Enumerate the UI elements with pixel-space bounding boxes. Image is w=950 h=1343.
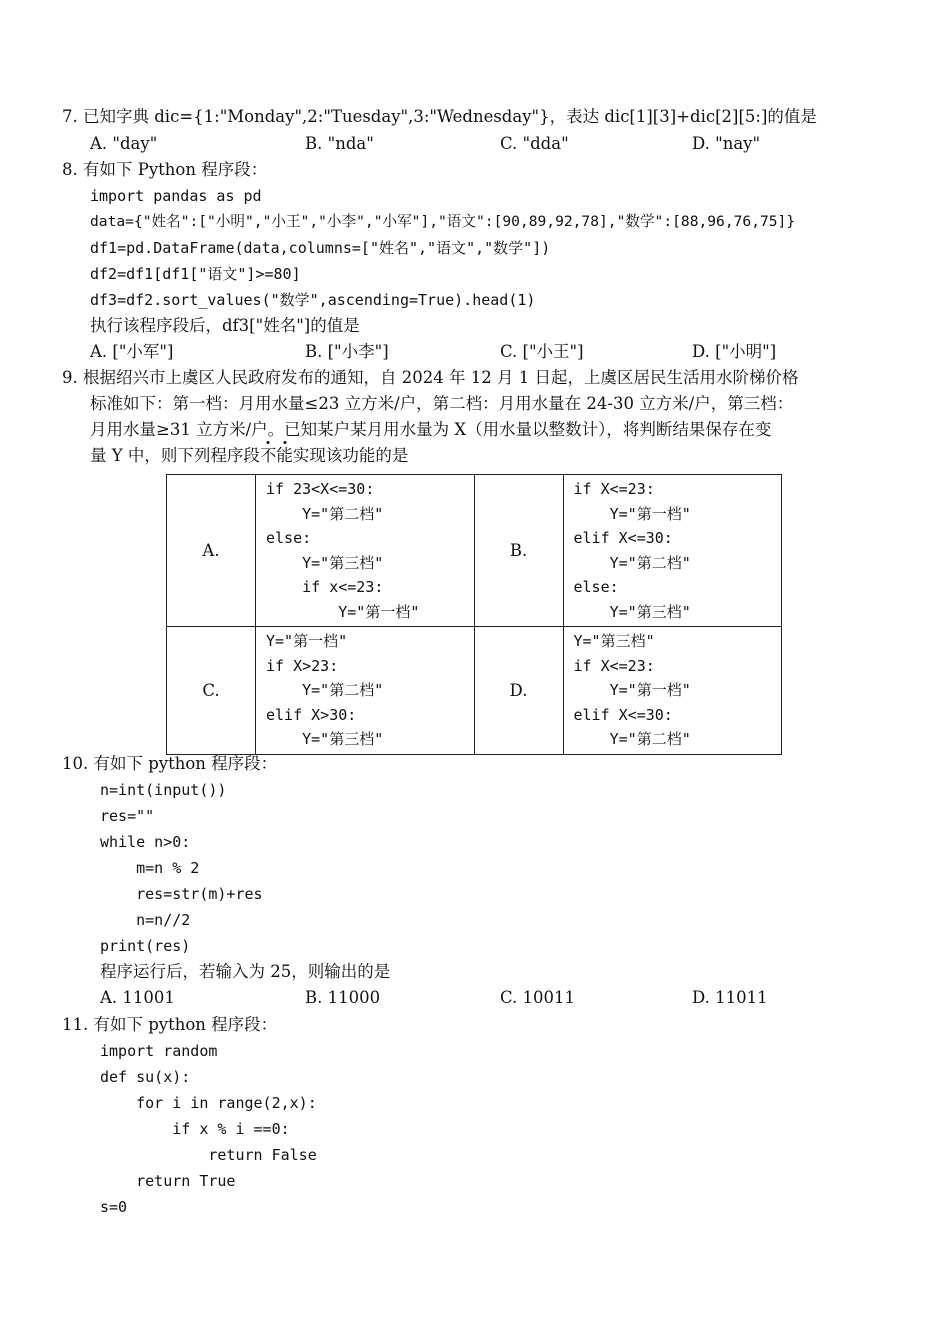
code-line: Y="第二档" bbox=[266, 504, 384, 523]
q9-table-row bbox=[167, 475, 782, 627]
code-line: if X>23: bbox=[266, 656, 339, 675]
q7-stem: 7. 已知字典 dic={1:"Monday",2:"Tuesday",3:"Wednesday"}，表达 dic[1][3]+dic[2][5:]的值是 bbox=[62, 107, 817, 126]
q8-question-text: 执行该程序段后，df3["姓名"]的值是 bbox=[90, 316, 360, 335]
q9-stem-line: 月用水量≥31 立方米/户。已知某户某月用水量为 X（用水量以整数计），将判断结果保存在变 bbox=[90, 420, 772, 439]
code-line: if x<=23: bbox=[266, 578, 384, 596]
code-line: else: bbox=[573, 578, 619, 596]
code-line: Y="第一档" bbox=[266, 632, 348, 650]
q8-code-line: df1=pd.DataFrame(data,columns=["姓名","语文","数学"]) bbox=[90, 239, 551, 257]
q11-code-line: if x % i ==0: bbox=[100, 1120, 290, 1138]
q11-code-line: for i in range(2,x): bbox=[100, 1094, 317, 1112]
q9-code-d bbox=[563, 627, 782, 755]
q9-code-b bbox=[563, 475, 782, 627]
code-line: Y="第一档" bbox=[573, 681, 691, 699]
q10-option-b: B. 11000 bbox=[305, 988, 381, 1007]
q8-option-d: D. ["小明"] bbox=[692, 342, 777, 361]
q10-stem: 10. 有如下 python 程序段： bbox=[62, 754, 278, 773]
q7-option-a: A. "day" bbox=[90, 134, 158, 153]
q8-code-line: import pandas as pd bbox=[90, 187, 262, 205]
q8-option-c: C. ["小王"] bbox=[500, 342, 584, 361]
q9-emphasis-char: 能 bbox=[276, 446, 293, 465]
q10-code-line: while n>0: bbox=[100, 833, 191, 851]
q8-option-b: B. ["小李"] bbox=[305, 342, 389, 361]
code-line: elif X>30: bbox=[266, 705, 357, 724]
q11-code-line: return False bbox=[100, 1146, 317, 1164]
q9-label-b: B. bbox=[474, 475, 563, 627]
code-line: if 23<X<=30: bbox=[266, 480, 375, 498]
q9-code-a bbox=[256, 475, 475, 627]
q10-option-d: D. 11011 bbox=[692, 988, 768, 1007]
q10-question-text: 程序运行后，若输入为 25，则输出的是 bbox=[100, 962, 391, 981]
q8-code-line: data={"姓名":["小明","小王","小李","小军"],"语文":[90,89,92,78],"数学":[88,96,76,75]} bbox=[90, 213, 796, 230]
code-line: else: bbox=[266, 529, 312, 547]
code-line: Y="第二档" bbox=[266, 681, 384, 699]
q7-option-d: D. "nay" bbox=[692, 134, 761, 153]
q9-table-row bbox=[167, 627, 782, 755]
q10-option-a: A. 11001 bbox=[100, 988, 175, 1007]
code-line: Y="第二档" bbox=[573, 553, 691, 572]
code-line: Y="第一档" bbox=[573, 504, 691, 523]
q10-code-line: res="" bbox=[100, 807, 155, 825]
code-line: elif X<=30: bbox=[573, 705, 673, 724]
q9-stem-before: 量 Y 中，则下列程序段 bbox=[90, 446, 260, 465]
q9-stem-line: 标准如下：第一档：月用水量≤23 立方米/户，第二档：月用水量在 24-30 立方米/户，第三档： bbox=[90, 394, 794, 413]
q9-label-d: D. bbox=[474, 627, 563, 755]
q9-stem-line: 9. 根据绍兴市上虞区人民政府发布的通知，自 2024 年 12 月 1 日起，上虞区居民生活用水阶梯价格 bbox=[62, 368, 799, 387]
q10-code-line: n=n//2 bbox=[100, 911, 191, 929]
q8-option-a: A. ["小军"] bbox=[90, 342, 174, 361]
q7-option-c: C. "dda" bbox=[500, 134, 569, 153]
q9-choices-table bbox=[166, 474, 782, 755]
code-line: Y="第三档" bbox=[266, 730, 384, 748]
q9-stem-after: 实现该功能的是 bbox=[292, 446, 409, 465]
q9-emphasis-char: 不 bbox=[259, 446, 277, 465]
code-line: Y="第三档" bbox=[266, 553, 384, 572]
q10-code-line: res=str(m)+res bbox=[100, 885, 263, 903]
q11-code-line: import random bbox=[100, 1042, 218, 1060]
q7-option-b: B. "nda" bbox=[305, 134, 374, 153]
q9-stem-last-line bbox=[90, 445, 408, 467]
q9-label-c: C. bbox=[167, 627, 256, 755]
q11-code-line: s=0 bbox=[100, 1198, 128, 1216]
code-line: Y="第一档" bbox=[266, 602, 420, 621]
q8-stem: 8. 有如下 Python 程序段： bbox=[62, 160, 268, 179]
code-line: if X<=23: bbox=[573, 656, 655, 675]
code-line: Y="第二档" bbox=[573, 730, 691, 748]
q9-label-a: A. bbox=[167, 475, 256, 627]
q10-option-c: C. 10011 bbox=[500, 988, 576, 1007]
q11-code-line: return True bbox=[100, 1172, 236, 1190]
q8-code-line: df2=df1[df1["语文"]>=80] bbox=[90, 265, 301, 283]
q10-code-line: print(res) bbox=[100, 937, 191, 955]
code-line: elif X<=30: bbox=[573, 529, 673, 547]
q11-code-line: def su(x): bbox=[100, 1068, 191, 1086]
q11-stem: 11. 有如下 python 程序段： bbox=[62, 1015, 278, 1034]
code-line: Y="第三档" bbox=[573, 632, 655, 650]
code-line: Y="第三档" bbox=[573, 602, 691, 621]
q9-code-c bbox=[256, 627, 475, 755]
q10-code-line: m=n % 2 bbox=[100, 859, 200, 877]
q8-code-line: df3=df2.sort_values("数学",ascending=True).head(1) bbox=[90, 291, 536, 309]
code-line: if X<=23: bbox=[573, 480, 655, 498]
q10-code-line: n=int(input()) bbox=[100, 781, 227, 799]
